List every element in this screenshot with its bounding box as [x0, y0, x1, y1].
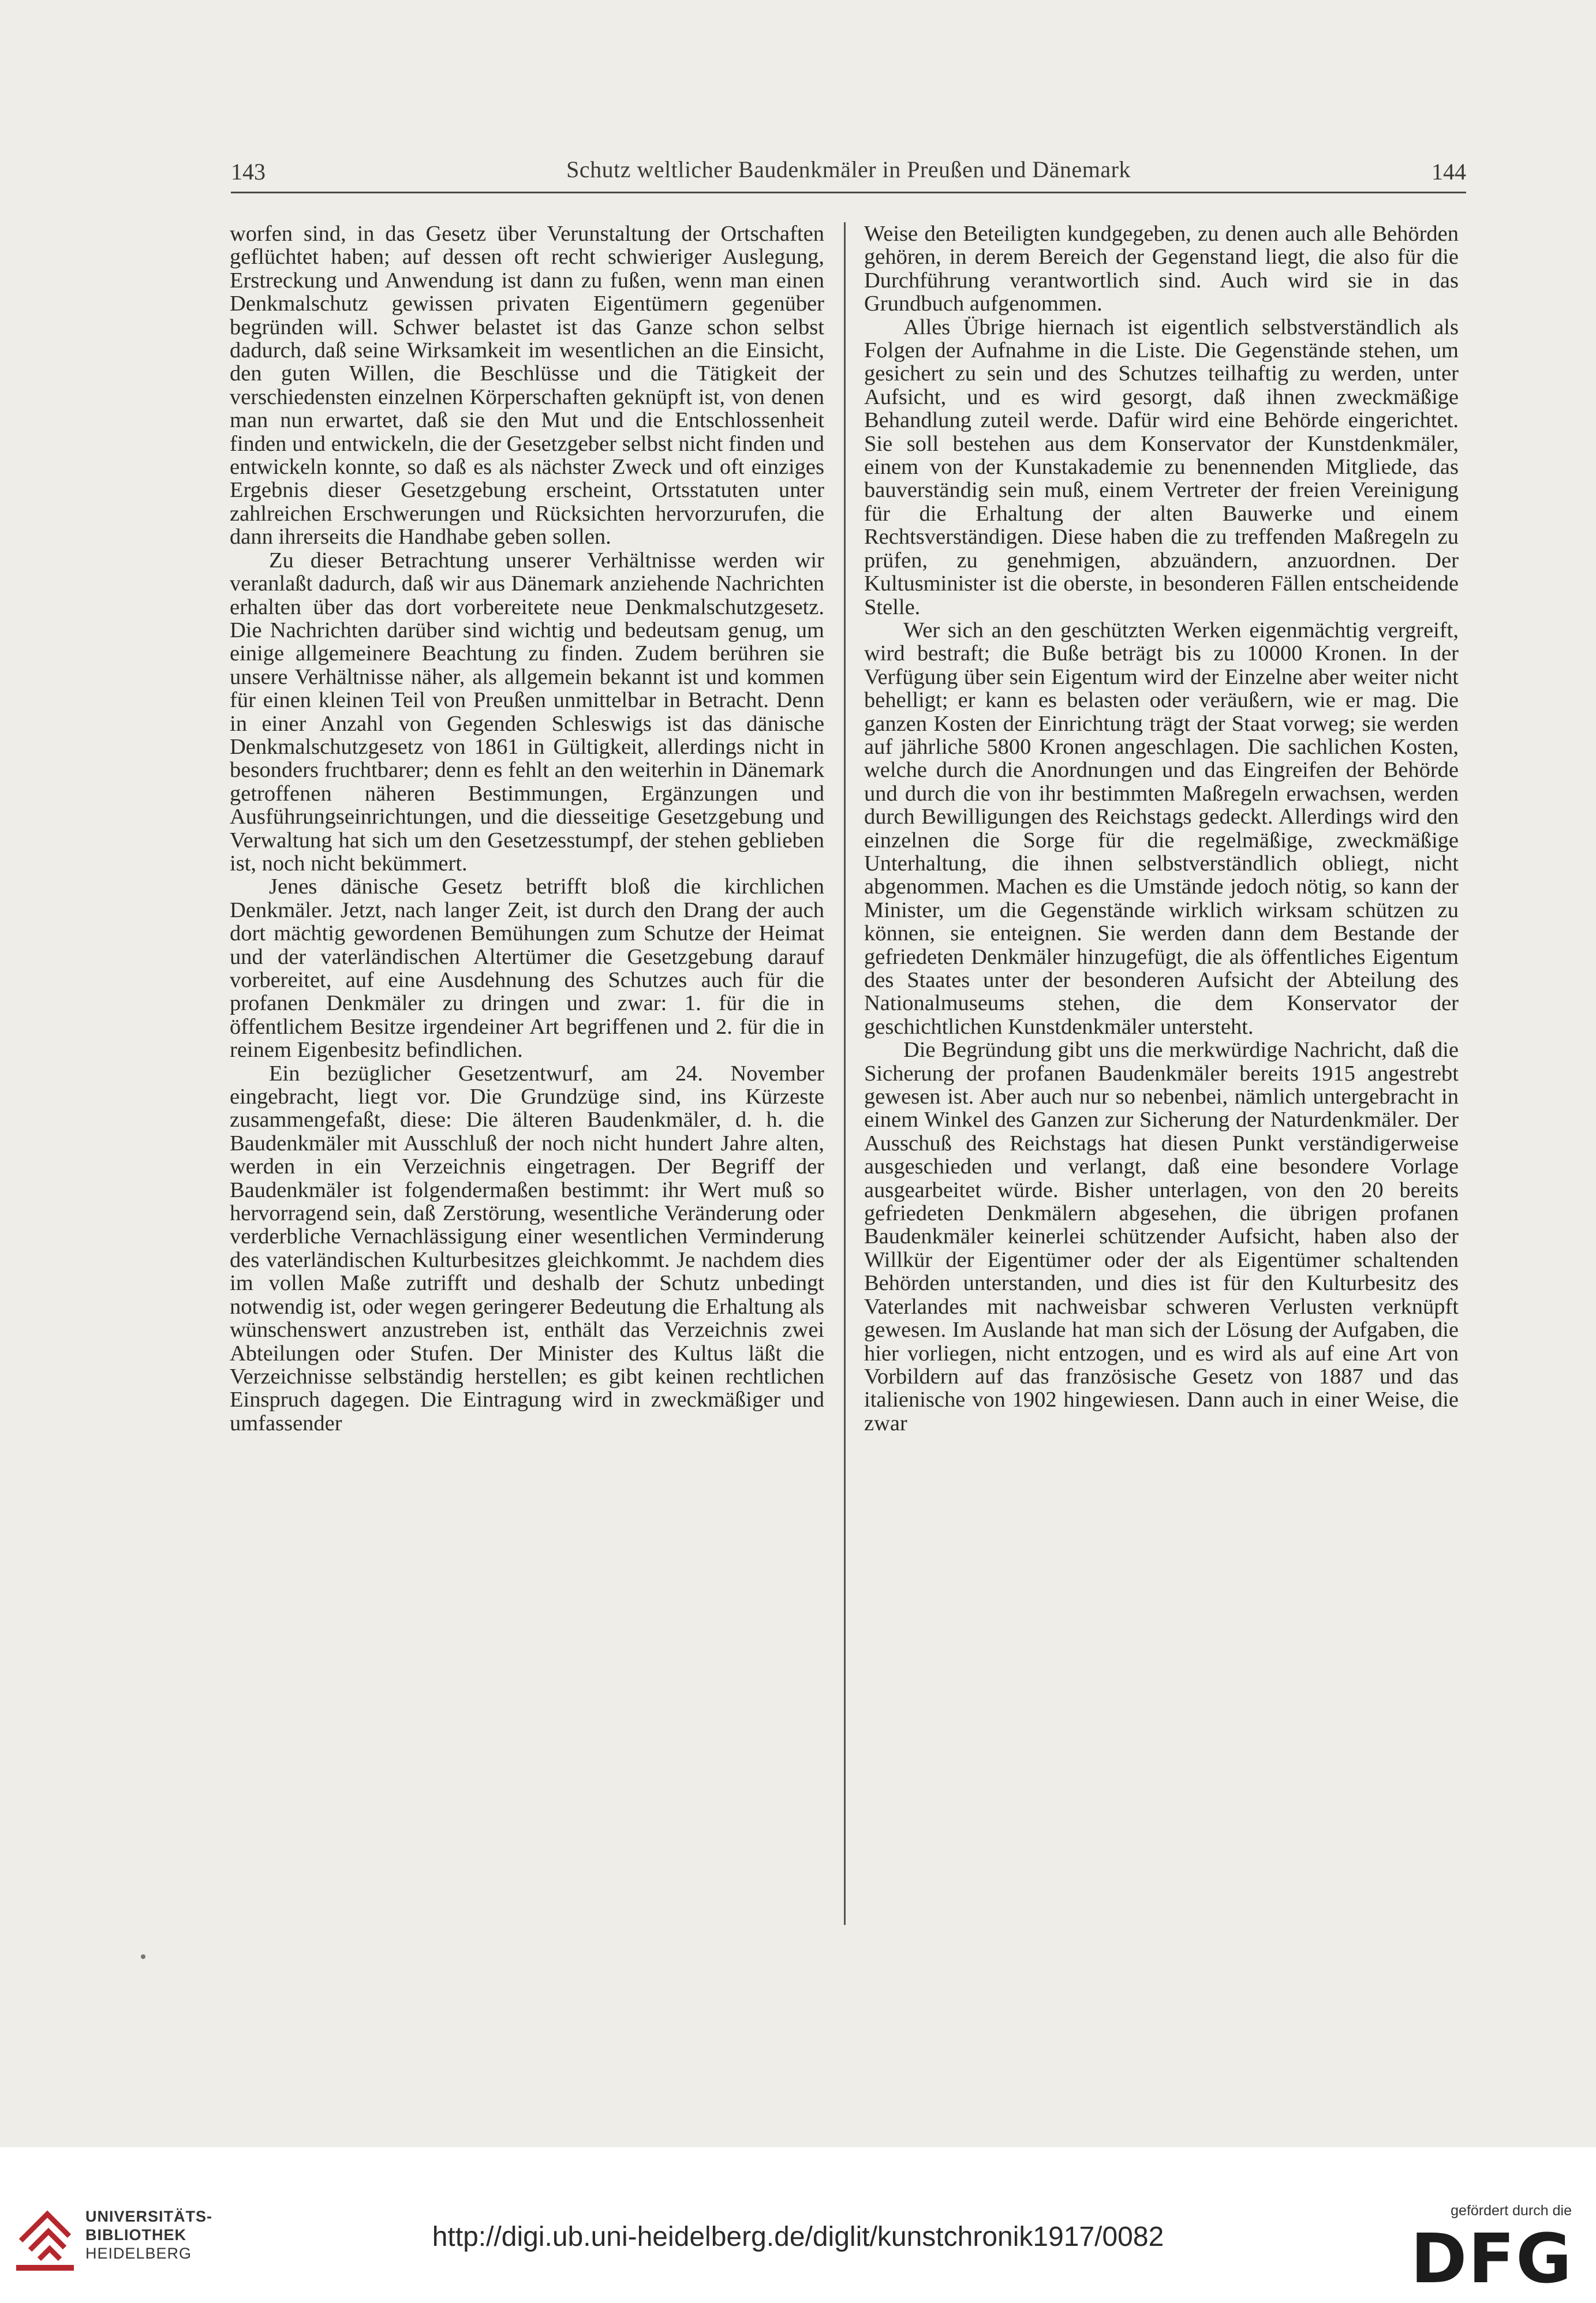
- paragraph: Zu dieser Betrachtung unserer Verhältnisse werden wir veranlaßt dadurch, daß wir aus Dänemark anziehende Nachrichten erhalten über das dort vorbereitete neue Denkmalschutzgesetz. Die Nachrichten darüber sind wichtig und bedeutsam genug, um einige allgemeinere Beachtung zu finden. Zudem berühren sie unsere Verhältnisse näher, als allgemein bekannt ist und kommen für einen kleinen Teil von Preußen unmittelbar in Betracht. Denn in einer Anzahl von Gegenden Schleswigs ist das dänische Denkmalschutzgesetz von 1861 in Gültigkeit, allerdings nicht in besonders fruchtbarer; denn es fehlt an den weiterhin in Dänemark getroffenen näheren Bestimmungen, Ergänzungen und Ausführungseinrichtungen, und die diesseitige Gesetzgebung und Verwaltung hat sich um den Gesetzesstumpf, der stehen geblieben ist, noch nicht bekümmert.: [230, 548, 824, 876]
- text-column-left: [230, 222, 824, 1435]
- page-number-right: 144: [1431, 159, 1466, 185]
- paragraph: Weise den Beteiligten kundgegeben, zu denen auch alle Behörden gehören, in derem Bereich der Gegenstand liegt, die also für die Durchführung verantwortlich sind. Auch wird sie in das Grundbuch aufgenommen.: [864, 222, 1459, 316]
- funded-by-label: gefördert durch die: [1451, 2203, 1572, 2219]
- paragraph: Wer sich an den geschützten Werken eigenmächtig vergreift, wird bestraft; die Buße beträgt bis zu 10000 Kronen. In der Verfügung über sein Eigentum wird der Einzelne aber weiter nicht behelligt; er kann es belasten oder veräußern, wie er mag. Die ganzen Kosten der Einrichtung trägt der Staat vorweg; sie werden auf jährliche 5800 Kronen angeschlagen. Die sachlichen Kosten, welche durch die Anordnungen und das Eingreifen der Behörde und durch die von ihr bestimmten Maßregeln erwachsen, werden durch Bewilligungen des Reichstags gedeckt. Allerdings wird den einzelnen die Sorge für die regelmäßige, zweckmäßige Unterhaltung, die ihnen selbstverständlich obliegt, nicht abgenommen. Machen es die Umstände jedoch nötig, so kann der Minister, um die Gegenstände wirklich wirksam schützen zu können, sie enteignen. Sie werden dann dem Bestande der gefriedeten Denkmäler hinzugefügt, die als öffentliches Eigentum des Staates unter der besonderen Aufsicht der Abteilung des Nationalmuseums stehen, die dem Konservator der geschichtlichen Kunstdenkmäler untersteht.: [864, 618, 1459, 1039]
- running-title: Schutz weltlicher Baudenkmäler in Preußen und Dänemark: [566, 156, 1131, 182]
- paragraph: worfen sind, in das Gesetz über Verunstaltung der Ortschaften geflüchtet haben; auf dessen oft recht schwieriger Auslegung, Erstreckung und Anwendung ist dann zu fußen, wenn man einen Denkmalschutz gewissen privaten Eigentümern gegenüber begründen will. Schwer belastet ist das Ganze schon selbst dadurch, daß seine Wirksamkeit im wesentlichen an die Einsicht, den guten Willen, die Beschlüsse und die Tätigkeit der verschiedensten einzelnen Körperschaften geknüpft ist, von denen man nun erwartet, daß sie den Mut und die Entschlossenheit finden und entwickeln, die der Gesetzgeber selbst nicht finden und entwickeln konnte, so daß es als nächster Zweck und oft einziges Ergebnis dieser Gesetzgebung erscheint, Ortsstatuten unter zahlreichen Erschwerungen und Rücksichten hervorzurufen, die dann ihrerseits die Handhabe geben sollen.: [230, 222, 824, 549]
- paragraph: Alles Übrige hiernach ist eigentlich selbstverständlich als Folgen der Aufnahme in die Liste. Die Gegenstände stehen, um gesichert zu sein und des Schutzes teilhaftig zu werden, unter Aufsicht, und es wird gesorgt, daß ihnen zweckmäßige Behandlung zuteil werde. Dafür wird eine Behörde eingerichtet. Sie soll bestehen aus dem Konservator der Kunstdenkmäler, einem von der Kunstakademie zu benennenden Mitgliede, das bauverständig sein muß, einem Vertreter der freien Vereinigung für die Erhaltung der alten Bauwerke und einem Rechtsverständigen. Diese haben die zu treffenden Maßregeln zu prüfen, zu genehmigen, abzuändern, anzuordnen. Der Kultusminister ist die oberste, in besonderen Fällen entscheidende Stelle.: [864, 315, 1459, 619]
- text-column-right: [864, 222, 1459, 1435]
- footer-bar: [0, 2147, 1596, 2303]
- library-name: UNIVERSITÄTS- BIBLIOTHEK HEIDELBERG: [85, 2208, 213, 2262]
- paragraph: Die Begründung gibt uns die merkwürdige Nachricht, daß die Sicherung der profanen Baudenkmäler bereits 1915 angestrebt gewesen ist. Aber auch nur so nebenbei, nämlich untergebracht in einem Winkel des Ganzen zur Sicherung der Naturdenkmäler. Der Ausschuß des Reichstags hat diesen Punkt verständigerweise ausgeschieden und verlangt, daß eine besondere Vorlage ausgearbeitet würde. Bisher unterlagen, von den 20 bereits gefriedeten Denkmälern abgesehen, die übrigen profanen Baudenkmäler keinerlei schützender Aufsicht, haben also der Willkür der Eigentümer oder der als Eigentümer schaltenden Behörden unterstanden, und dies ist für den Kulturbesitz des Vaterlandes mit nachweisbar schweren Verlusten verknüpft gewesen. Im Auslande hat man sich der Lösung der Aufgaben, die hier vorliegen, nicht entzogen, und es wird als auf eine Art von Vorbildern auf das französische Gesetz von 1887 und das italienische von 1902 hingewiesen. Dann auch in einer Weise, die zwar: [864, 1038, 1459, 1435]
- page-number-left: 143: [231, 159, 266, 185]
- source-url-link[interactable]: http://digi.ub.uni-heidelberg.de/diglit/kunstchronik1917/0082: [432, 2222, 1164, 2252]
- dfg-logo: DFG: [1410, 2219, 1573, 2298]
- header-rule: [231, 192, 1466, 193]
- paragraph: Ein bezüglicher Gesetzentwurf, am 24. November eingebracht, liegt vor. Die Grundzüge sind, ins Kürzeste zusammengefaßt, diese: Die älteren Baudenkmäler, d. h. die Baudenkmäler mit Ausschluß der noch nicht hundert Jahre alten, werden in ein Verzeichnis eingetragen. Der Begriff der Baudenkmäler ist folgendermaßen bestimmt: ihr Wert muß so hervorragend sein, daß Zerstörung, wesentliche Veränderung oder verderbliche Vernachlässigung einer wesentlichen Verminderung des vaterländischen Kulturbesitzes gleichkommt. Je nachdem dies im vollen Maße zutrifft und deshalb der Schutz unbedingt notwendig ist, oder wegen geringerer Bedeutung die Erhaltung als wünschenswert anzustreben ist, enthält das Verzeichnis zwei Abteilungen oder Stufen. Der Minister des Kultus läßt die Verzeichnisse selbständig herstellen; es gibt keinen rechtlichen Einspruch dagegen. Die Eintragung wird in zweckmäßiger und umfassender: [230, 1061, 824, 1435]
- running-header: [231, 151, 1466, 186]
- paragraph: Jenes dänische Gesetz betrifft bloß die kirchlichen Denkmäler. Jetzt, nach langer Zeit, ist durch den Drang der auch dort mächtig gewordenen Bemühungen zum Schutze der Heimat und der vaterländischen Altertümer die Gesetzgebung darauf vorbereitet, auf eine Ausdehnung des Schutzes auch für die profanen Denkmäler zu dringen und zwar: 1. für die in öffentlichem Besitze irgendeiner Art begriffenen und 2. für die in reinem Eigenbesitz befindlichen.: [230, 874, 824, 1063]
- column-divider: [844, 222, 846, 1925]
- ink-speck: [141, 1954, 145, 1959]
